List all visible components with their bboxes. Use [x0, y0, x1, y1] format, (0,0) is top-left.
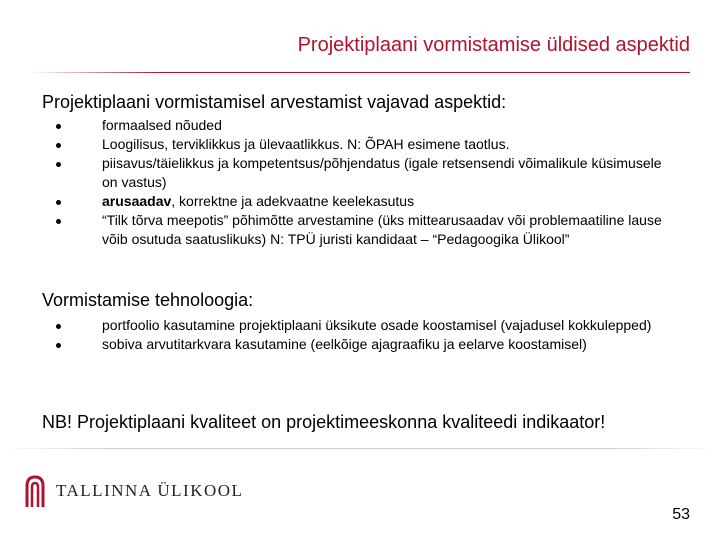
university-emblem-icon: [24, 474, 46, 508]
list-item-bold-text: arusaadav: [102, 193, 172, 209]
list-item: [56, 154, 676, 192]
footer-divider: [0, 448, 720, 449]
list-item-text: , korrektne ja adekvaatne keelekasutus: [171, 193, 415, 209]
list-item-text: Loogilisus, terviklikkus ja ülevaatlikkus. N: ÕPAH esimene taotlus.: [102, 136, 510, 152]
university-name: TALLINNA ÜLIKOOL: [56, 481, 244, 500]
list-item-text: sobiva arvutitarkvara kasutamine (eelkõige ajagraafiku ja eelarve koostamisel): [102, 336, 587, 352]
nb-note: NB! Projektiplaani kvaliteet on projektimeeskonna kvaliteedi indikaator!: [42, 412, 606, 432]
slide-title: Projektiplaani vormistamise üldised aspektid: [297, 34, 690, 56]
list-item: [56, 211, 676, 249]
section-heading-technology: Vormistamise tehnoloogia:: [42, 290, 254, 310]
list-item: [56, 316, 676, 335]
section-heading-aspects: Projektiplaani vormistamisel arvestamist vajavad aspektid:: [42, 92, 507, 112]
university-logo: [24, 474, 243, 508]
list-item-text: portfoolio kasutamine projektiplaani üksikute osade koostamisel (vajadusel kokkulepped): [102, 317, 652, 333]
list-item: [56, 116, 676, 135]
title-divider: [30, 72, 690, 73]
list-item-text: piisavus/täielikkus ja kompetentsus/põhjendatus (igale retsensendi võimalikule küsimusele on vastus): [102, 155, 662, 190]
list-item-text: formaalsed nõuded: [102, 117, 222, 133]
technology-list: [56, 316, 676, 354]
list-item: [56, 192, 676, 211]
list-item: [56, 335, 676, 354]
list-item-text: “Tilk tõrva meepotis” põhimõtte arvestamine (üks mittearusaadav või problemaatiline lause võib osutuda saatuslikuks) N: TPÜ juristi kandidaat – “Pedagoogika Ülikool”: [102, 212, 662, 247]
list-item: [56, 135, 676, 154]
page-number: 53: [672, 506, 690, 523]
aspects-list: [56, 116, 676, 249]
